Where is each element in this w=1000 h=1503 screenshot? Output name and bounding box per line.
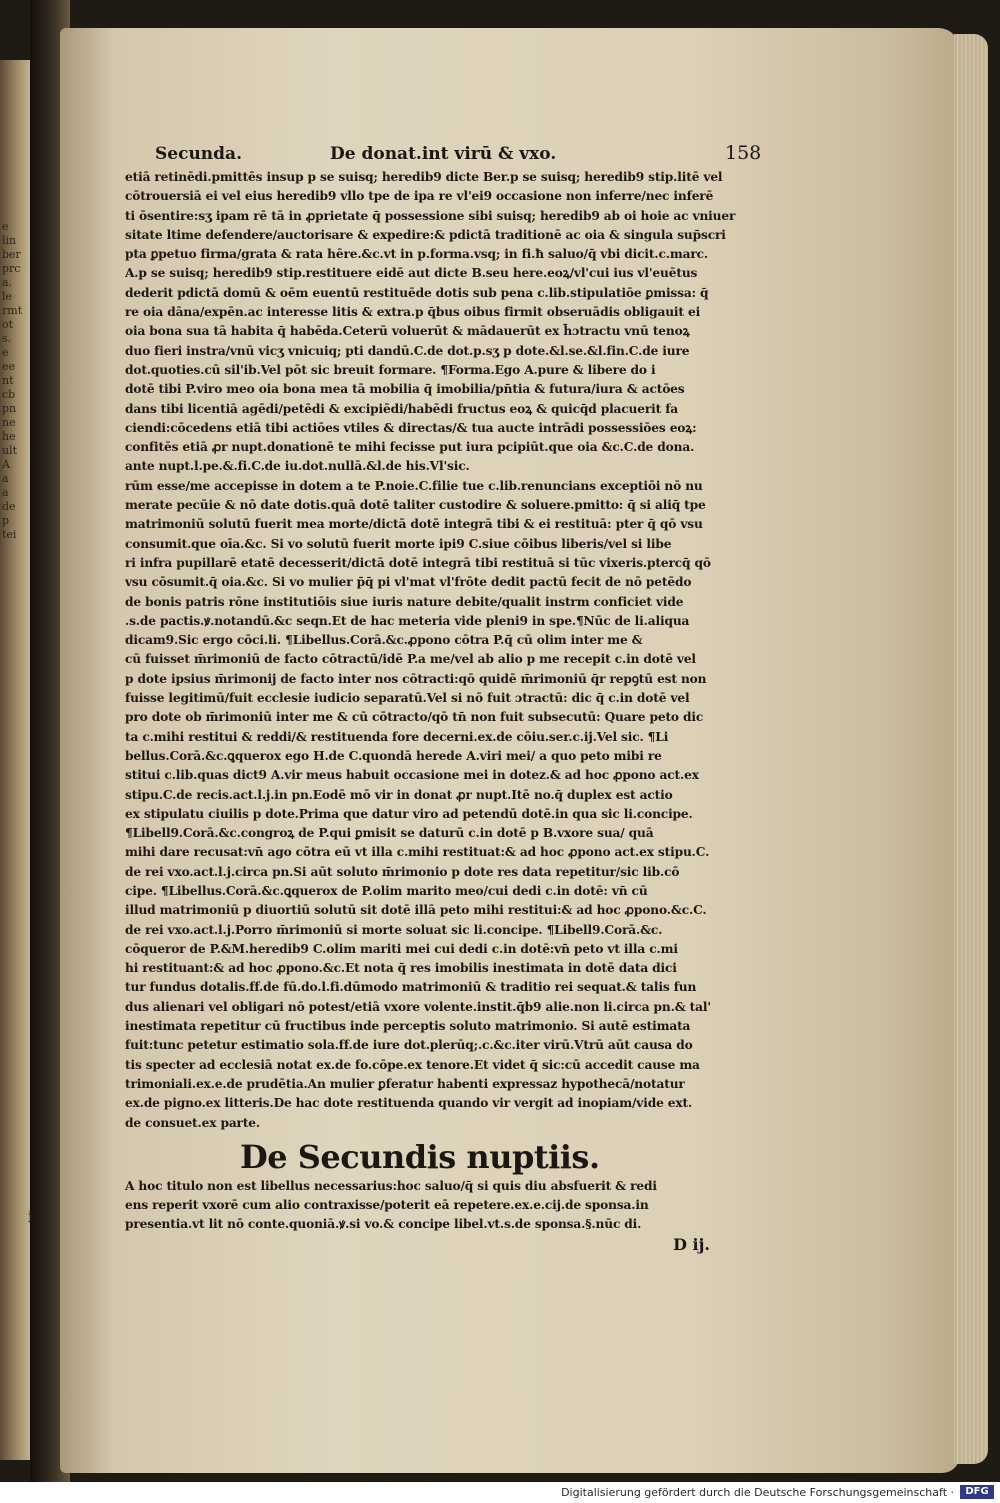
text-line: dus alienari vel obligari nō potest/etiā vxore volente.instit.q̄b9 alie.non li.circa pn.& tal' — [125, 999, 711, 1014]
text-line: stitui c.lib.quas dict9 A.vir meus habuit occasione mei in dotez.& ad hoc ꝓpono act.ex — [125, 768, 699, 783]
left-page-fragment: ber — [2, 248, 21, 261]
text-line: de rei vxo.act.l.j.circa pn.Si aūt soluto m̄rimonio p dote res data repetitur/sic lib.cō — [125, 864, 680, 879]
text-line: inestimata repetitur cū fructibus inde perceptis soluto matrimonio. Si autē estimata — [125, 1019, 691, 1034]
section-text — [125, 1177, 780, 1235]
text-line: de rei vxo.act.l.j.Porro m̄rimoniū si morte soluat sic li.concipe. ¶Libell9.Corā.&c. — [125, 922, 663, 937]
text-line: vsu cōsumit.q̄ oia.&c. Si vo mulier p̄q̄ pi vl'mat vl'frōte dedit pactū fecit de nō petēdo — [125, 575, 692, 590]
text-line: ¶Libell9.Corā.&c.congroꝝ de P.qui ꝑmisit se daturū c.in dotē p B.vxore sua/ quā — [125, 826, 654, 841]
left-page-fragment: a. — [2, 276, 13, 289]
text-line: dicam9.Sic ergo cōci.li. ¶Libellus.Corā.&c.ꝓpono cōtra P.q̄ cū olim inter me & — [125, 633, 643, 648]
text-line: illud matrimoniū p diuortiū solutū sit dotē illā peto mihi restitui:& ad hoc ꝓpono.&c.C. — [125, 903, 707, 918]
left-page-fragment: nt — [2, 374, 14, 387]
text-line: dot.quoties.cū sil'ib.Vel pōt sic breuit formare. ¶Forma.Ego A.pure & libere do i — [125, 362, 656, 377]
text-line: cōtrouersiā ei vel eius heredib9 vllo tpe de ipa re vl'ei9 occasione non inferre/nec inferē — [125, 189, 714, 204]
text-line: ciendi:cōcedens etiā tibi actiōes vtiles & directas/& tua aucte intrādi possessiōes eoꝝ: — [125, 420, 697, 435]
text-line: A.p se suisq; heredib9 stip.restituere eidē aut dicte B.seu here.eoꝝ/vl'cui ius vl'euētus — [125, 266, 698, 281]
text-line: tis specter ad ecclesiā notat ex.de fo.cōpe.ex tenore.Et videt q̄ sic:cū accedit cause ma — [125, 1057, 700, 1072]
page-edges — [954, 34, 988, 1464]
left-page-fragment: ot — [2, 318, 14, 331]
left-page-fragment: a — [2, 472, 9, 485]
left-page-fragment: e — [2, 346, 9, 359]
left-page-fragment: ult — [2, 444, 18, 457]
text-line: fuisse legitimū/fuit ecclesie iudicio separatū.Vel si nō fuit ɔtractū: dic q̄ c.in dotē vel — [125, 691, 690, 706]
left-page-fragment: a — [2, 486, 9, 499]
text-line: trimoniali.ex.e.de prudētia.An mulier ꝑferatur habenti expressaz hypothecā/notatur — [125, 1076, 685, 1091]
text-line: p dote ipsius m̄rimonij de facto inter nos cōtracti:qō quidē m̄rimoniū q̄r repꝯtū est non — [125, 671, 707, 686]
left-page-fragment: p — [2, 514, 10, 527]
left-page-fragment: prc — [2, 262, 21, 275]
text-line: bellus.Corā.&c.ꝗquerox ego H.de C.quondā herede A.viri mei/ a quo peto mibi re — [125, 748, 662, 763]
text-line: rūm esse/me accepisse in dotem a te P.noie.C.filie tue c.lib.renuncians exceptiōi nō nu — [125, 478, 703, 493]
left-page-fragment: ne — [2, 416, 16, 429]
running-head — [125, 144, 780, 168]
text-line: dotē tibi P.viro meo oia bona mea tā mobilia q̄ imobilia/pn̄tia & futura/iura & actōes — [125, 382, 685, 397]
text-line: duo fieri instra/vnū vicʒ vnicuiq; pti dandū.C.de dot.p.sʒ p dote.&l.se.&l.fin.C.de iure — [125, 343, 690, 358]
running-head-title: De donat.int virū & vxo. — [330, 144, 557, 164]
text-line: ex.de pigno.ex litteris.De hac dote restituenda quando vir vergit ad inopiam/vide ext. — [125, 1096, 693, 1111]
body-text — [125, 168, 780, 1133]
text-line: matrimoniū solutū fuerit mea morte/dictā dotē integrā tibi & ei restituā: pter q̄ qō vsu — [125, 517, 703, 532]
left-page-text-fragments — [2, 220, 24, 542]
text-line: tur fundus dotalis.ff.de fū.do.l.fi.dūmodo matrimoniū & traditio rei sequat.& talis fun — [125, 980, 697, 995]
left-page-fragment: A — [2, 458, 10, 471]
dfg-logo: DFG — [960, 1485, 994, 1499]
footer-bar — [0, 1482, 1000, 1503]
text-line: fuit:tunc petetur estimatio sola.ff.de iure dot.plerūq;.c.&c.iter virū.Vtrū aūt causa do — [125, 1038, 693, 1053]
left-page-fragment: pn — [2, 402, 17, 415]
text-line: ri infra pupillarē etatē decesserit/dictā dotē integrā tibi restituā si tūc vixeris.ptercq̄ qō — [125, 555, 711, 570]
text-line: etiā retinēdi.pmittēs insup p se suisq; heredib9 dicte Ber.p se suisq; heredib9 stip.litē vel — [125, 170, 723, 184]
text-line: dans tibi licentiā agēdi/petēdi & excipiēdi/habēdi fructus eoꝝ & quicq̄d placuerit fa — [125, 401, 679, 416]
left-page-fragment: cb — [2, 388, 16, 401]
text-line: A hoc titulo non est libellus necessarius:hoc saluo/q̄ si quis diu absfuerit & redi — [125, 1178, 657, 1193]
text-line: merate pecūie & nō date dotis.quā dotē taliter custodire & soluere.pmitto: q̄ si aliq̄ tpe — [125, 498, 706, 513]
text-line: presentia.vt lit nō conte.quoniā.ꝟ.si vo.& concipe libel.vt.s.de sponsa.§.nūc di. — [125, 1217, 642, 1232]
text-line: oia bona sua tā habita q̄ habēda.Ceterū voluerūt & mādauerūt ex h̄ɔtractu vnū tenoꝝ — [125, 324, 690, 339]
text-line: sitate ltime defendere/auctorisare & expedire:& pdictā traditionē ac oia & singula sup̄scri — [125, 227, 726, 242]
section-initial-marginal: i — [28, 1207, 35, 1226]
text-line: pro dote ob m̄rimoniū inter me & cū cōtracto/qō tn̄ non fuit subsecutū: Quare peto dic — [125, 710, 704, 725]
text-line: cipe. ¶Libellus.Corā.&c.ꝗquerox de P.olim marito meo/cui dedi c.in dotē: vn̄ cū — [125, 883, 648, 898]
text-line: consumit.que oīa.&c. Si vo solutū fuerit morte ipi9 C.siue cōibus liberis/vel si libe — [125, 536, 672, 551]
text-line: de consuet.ex parte. — [125, 1115, 261, 1130]
text-line: .s.de pactis.ꝟ.notandū.&c seqn.Et de hac meteria vide pleni9 in spe.¶Nūc de li.aliqua — [125, 613, 690, 628]
left-page-fragment: de — [2, 500, 16, 513]
left-page-fragment: he — [2, 430, 16, 443]
section-title: De Secundis nuptiis. — [240, 1137, 600, 1176]
text-line: ex stipulatu ciuilis p dote.Prima que datur viro ad petendū dotē.in qua sic li.concipe. — [125, 806, 693, 821]
text-line: hi restituant:& ad hoc ꝓpono.&c.Et nota q̄ res imobilis inestimata in dotē data dici — [125, 961, 677, 976]
text-line: ti ōsentire:sʒ ipam rē tā in ꝓprietate q̄ possessione sibi suisq; heredib9 ab oi hoie ac vniuer — [125, 208, 736, 223]
text-line: cū fuisset m̄rimoniū de facto cōtractū/idē P.a me/vel ab alio p me recepit c.in dotē vel — [125, 652, 696, 667]
text-line: de bonis patris rōne institutiōis siue iuris nature debite/qualit instrm conficiet vide — [125, 594, 684, 609]
left-page-fragment: tei — [2, 528, 17, 541]
text-line: ante nupt.l.pe.&.fi.C.de iu.dot.nullā.&l.de his.Vl'sic. — [125, 459, 470, 474]
running-head-left: Secunda. — [155, 144, 242, 164]
text-line: pta ꝑpetuo firma/grata & rata hēre.&c.vt in p.forma.vsq; in fi.ħ saluo/q̄ vbi dicit.c.marc. — [125, 247, 708, 262]
folio-number: 158 — [725, 142, 762, 164]
left-page-fragment: rmt — [2, 304, 23, 317]
text-line: dederit pdictā domū & oēm euentū restituēde dotis sub pena c.lib.stipulatiōe ꝑmissa: q̄ — [125, 285, 709, 300]
left-page-fragment: ee — [2, 360, 16, 373]
left-page-fragment: s. — [2, 332, 12, 345]
left-page-fragment: le — [2, 290, 13, 303]
text-line: cōqueror de P.&M.heredib9 C.olim mariti mei cui dedi c.in dotē:vn̄ peto vt illa c.mi — [125, 941, 678, 956]
text-line: re oia dāna/expēn.ac interesse litis & extra.p q̄bus oibus firmit obseruādis obligauit ei — [125, 305, 701, 320]
page-text-block — [125, 144, 780, 1259]
left-page-fragment: lin — [2, 234, 17, 247]
text-line: mihi dare recusat:vn̄ ago cōtra eū vt illa c.mihi restituat:& ad hoc ꝓpono act.ex stipu.C. — [125, 845, 710, 860]
footer-credit: Digitalisierung gefördert durch die Deutsche Forschungsgemeinschaft · — [561, 1486, 954, 1499]
text-line: stipu.C.de recis.act.l.j.in pn.Eodē mō vir in donat ꝓr nupt.Itē no.q̄ duplex est actio — [125, 787, 673, 802]
left-page-fragment: e — [2, 220, 9, 233]
text-line: confitēs etiā ꝓr nupt.donationē te mihi fecisse put iura pcipiūt.que oia &c.C.de dona. — [125, 440, 695, 455]
text-line: ens reperit vxorē cum alio contraxisse/poterit eā repetere.ex.e.cij.de sponsa.in — [125, 1198, 649, 1213]
text-line: ta c.mihi restitui & reddi/& restituenda fore decerni.ex.de cōiu.ser.c.ij.Vel sic. ¶Li — [125, 729, 669, 744]
signature-mark: D ij. — [673, 1234, 710, 1254]
